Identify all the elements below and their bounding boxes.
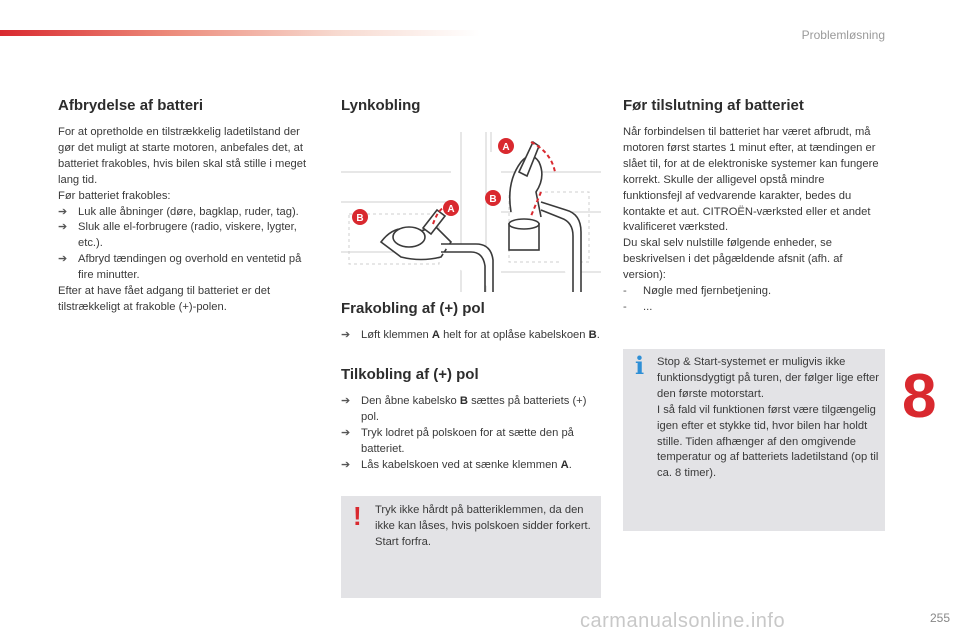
dash-bullet: - — [623, 300, 627, 313]
arrow-bullet-icon: ➔ — [341, 426, 351, 439]
heading-tilkobling: Tilkobling af (+) pol — [341, 366, 479, 383]
heading-lynkobling: Lynkobling — [341, 97, 421, 114]
warning-box — [341, 496, 601, 598]
body-paragraph-2: Du skal selv nulstille følgende enheder, se beskrivelsen i det pågældende afsnit (afh. af version): — [623, 237, 843, 282]
after-paragraph: Efter at have fået adgang til batteriet er det tilstrækkeligt at frakoble (+)-polen. — [58, 285, 271, 313]
battery-clamp-illustration — [341, 132, 601, 292]
watermark: carmanualsonline.info — [580, 610, 786, 632]
arrow-bullet-icon: ➔ — [58, 221, 68, 234]
info-icon: i — [635, 351, 645, 380]
callout-a-left-text: A — [447, 204, 455, 215]
tilkobling-section — [341, 366, 603, 474]
column-afbrydelse — [58, 97, 316, 316]
arrow-bullet-icon: ➔ — [341, 395, 351, 407]
arrow-bullet-icon: ➔ — [58, 253, 68, 266]
heading-frakobling: Frakobling af (+) pol — [341, 300, 485, 317]
list-item: ➔ Tryk lodret på polskoen for at sætte den på batteriet. — [341, 426, 603, 458]
list-item: - ... — [623, 300, 885, 316]
list-item: ➔ Luk alle åbninger (døre, bagklap, ruder, tag). — [58, 205, 316, 221]
list-item: ➔ Den åbne kabelsko B sættes på batteriets (+) pol. — [341, 394, 603, 426]
callout-labels — [352, 138, 514, 225]
before-label: Før batteriet frakobles: — [58, 189, 171, 202]
column-lynkobling — [341, 97, 603, 125]
callout-b-left-text: B — [356, 213, 364, 224]
chapter-number: 8 — [902, 362, 937, 431]
list-item: ➔ Lås kabelskoen ved at sænke klemmen A. — [341, 458, 603, 474]
frakobling-section — [341, 300, 603, 344]
info-text: Stop & Start-systemet er muligvis ikke funktionsdygtigt på turen, der følger lige efter den første motorstart. I så fald vil funktionen først være tilgængelig igen efter et stykke tid, hvor bilen har holdt stille. Tiden afhænger af den omgivende temperatur og af batteriets ladetilstand (op til ca. 8 timer). — [657, 356, 880, 480]
callout-b-right-text: B — [489, 194, 497, 205]
list-item: ➔ Afbryd tændingen og overhold en ventetid på fire minutter. — [58, 252, 316, 284]
warning-text: Tryk ikke hårdt på batteriklemmen, da den ikke kan låses, hvis polskoen sidder forkert. Start forfra. — [375, 504, 591, 548]
intro-paragraph: For at opretholde en tilstrækkelig ladetilstand der gør det muligt at starte motoren, anbefales det, at batteriet frakobles, hvis bilen skal stå stille i meget lang tid. — [58, 126, 307, 186]
info-box — [623, 349, 885, 531]
arrow-bullet-icon: ➔ — [341, 458, 351, 471]
list-item: ➔ Sluk alle el-forbrugere (radio, viskere, lygter, etc.). — [58, 220, 316, 252]
warning-exclamation-icon: ! — [353, 501, 362, 531]
header-color-bar — [0, 30, 480, 36]
arrow-bullet-icon: ➔ — [341, 329, 351, 341]
section-tag: Problemløsning — [801, 28, 885, 42]
dash-bullet: - — [623, 285, 627, 298]
arrow-bullet-icon: ➔ — [58, 205, 68, 218]
page-number: 255 — [929, 611, 950, 625]
heading-afbrydelse: Afbrydelse af batteri — [58, 97, 204, 114]
battery-terminal-drawing — [341, 132, 601, 292]
column-foer-tilslutning — [623, 97, 885, 316]
list-item: - Nøgle med fjernbetjening. — [623, 284, 885, 300]
callout-a-right-text: A — [502, 142, 510, 153]
list-item: ➔ Løft klemmen A helt for at oplåse kabelskoen B. — [341, 328, 603, 344]
body-paragraph: Når forbindelsen til batteriet har været afbrudt, må motoren først startes 1 minut efter, at tændingen er slået til, for at de elektroniske systemer kan fungere korrekt. Skulle der alligevel opstå mindre funktionsfejl af vedvarende karakter, bedes du kontakte et aut. CITROËN-værksted eller et andet kvalificeret værksted. — [623, 126, 879, 234]
heading-foer-tilslutning: Før tilslutning af batteriet — [623, 97, 804, 114]
